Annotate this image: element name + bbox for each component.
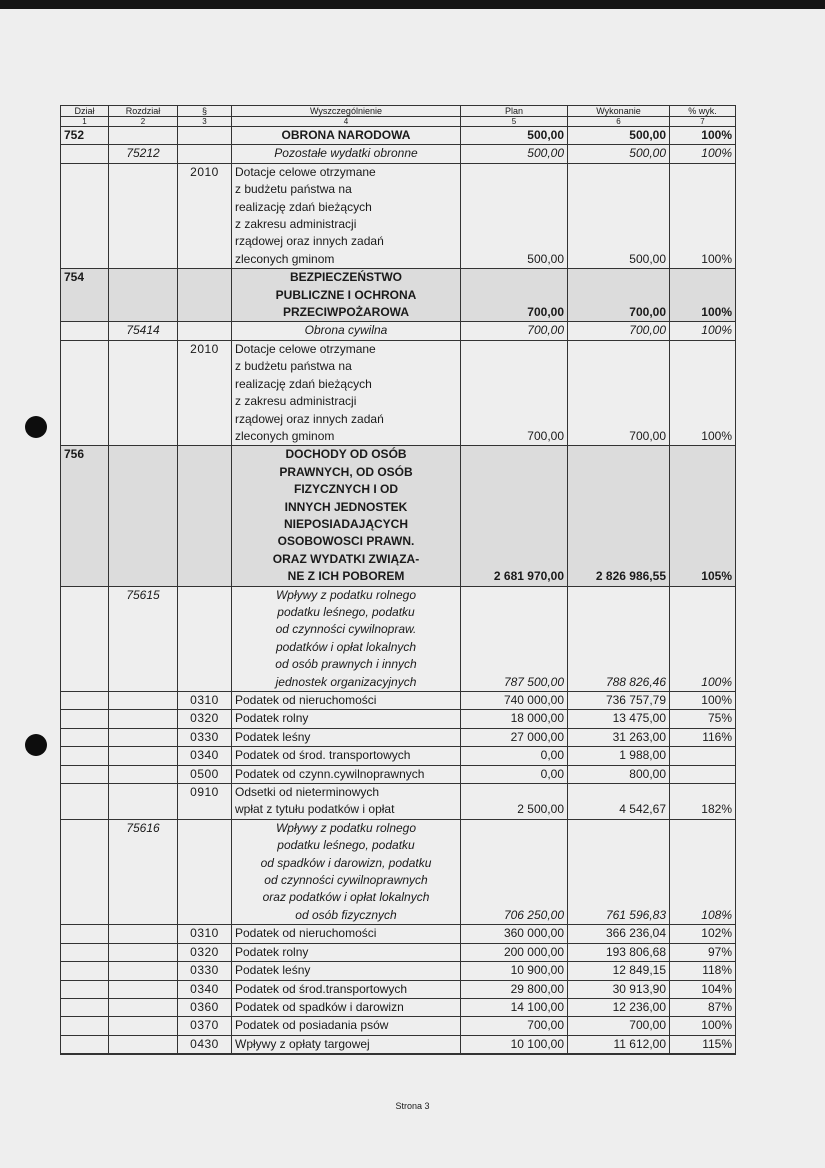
cell-paragraf (178, 819, 232, 924)
cell-wykonanie: 193 806,68 (568, 943, 670, 961)
cell-wykonanie: 31 263,00 (568, 728, 670, 746)
cell-dzial (61, 322, 109, 340)
punch-hole-lower (25, 734, 47, 756)
cell-opis: Wpływy z opłaty targowej (232, 1035, 461, 1053)
cell-plan: 14 100,00 (461, 998, 568, 1016)
cell-rozdzial (109, 692, 178, 710)
cell-opis: Podatek od środ.transportowych (232, 980, 461, 998)
cell-opis: Podatek od środ. transportowych (232, 747, 461, 765)
cell-rozdzial (109, 784, 178, 820)
cell-procent: 108% (670, 819, 736, 924)
table-row-empty (61, 1054, 736, 1055)
cell-procent (670, 747, 736, 765)
cell-wykonanie: 4 542,67 (568, 784, 670, 820)
cell-rozdzial: 75414 (109, 322, 178, 340)
cell-wykonanie: 500,00 (568, 145, 670, 163)
cell-procent: 87% (670, 998, 736, 1016)
cell-opis: Podatek od spadków i darowizn (232, 998, 461, 1016)
cell-procent: 100% (670, 340, 736, 445)
cell-dzial (61, 980, 109, 998)
cell-rozdzial (109, 747, 178, 765)
cell-plan: 27 000,00 (461, 728, 568, 746)
cell-dzial (61, 1035, 109, 1053)
table-row-paragraf (61, 1017, 736, 1035)
cell-procent: 100% (670, 692, 736, 710)
cell-paragraf (178, 1054, 232, 1055)
cell-rozdzial: 75615 (109, 586, 178, 691)
col-number: 7 (670, 117, 736, 127)
header-paragraf: § (178, 106, 232, 117)
cell-wykonanie: 11 612,00 (568, 1035, 670, 1053)
table-row-paragraf (61, 980, 736, 998)
col-number: 1 (61, 117, 109, 127)
cell-paragraf: 2010 (178, 163, 232, 268)
cell-plan (461, 1054, 568, 1055)
cell-plan: 10 900,00 (461, 962, 568, 980)
cell-paragraf: 0370 (178, 1017, 232, 1035)
cell-rozdzial (109, 998, 178, 1016)
column-number-row (61, 117, 736, 127)
table-row-rozdzial (61, 586, 736, 691)
cell-procent: 100% (670, 127, 736, 145)
cell-dzial: 756 (61, 446, 109, 586)
cell-wykonanie: 1 988,00 (568, 747, 670, 765)
cell-rozdzial (109, 1035, 178, 1053)
cell-dzial (61, 943, 109, 961)
header-rozdzial: Rozdział (109, 106, 178, 117)
cell-paragraf (178, 127, 232, 145)
cell-wykonanie: 700,00 (568, 269, 670, 322)
cell-paragraf: 0320 (178, 943, 232, 961)
budget-execution-table (60, 105, 736, 1055)
cell-procent: 100% (670, 269, 736, 322)
table-row-paragraf (61, 747, 736, 765)
cell-procent: 100% (670, 163, 736, 268)
cell-opis: DOCHODY OD OSÓB PRAWNYCH, OD OSÓB FIZYCZNYCH I OD INNYCH JEDNOSTEK NIEPOSIADAJĄCYCH OSOBOWOSCI PRAWN. ORAZ WYDATKI ZWIĄZA- NE Z ICH POBOREM (232, 446, 461, 586)
cell-dzial (61, 692, 109, 710)
cell-plan: 2 500,00 (461, 784, 568, 820)
cell-wykonanie: 13 475,00 (568, 710, 670, 728)
col-number: 3 (178, 117, 232, 127)
header-wyszczegolnienie: Wyszczególnienie (232, 106, 461, 117)
cell-plan: 700,00 (461, 1017, 568, 1035)
cell-opis: Podatek od posiadania psów (232, 1017, 461, 1035)
col-number: 6 (568, 117, 670, 127)
cell-opis: Pozostałe wydatki obronne (232, 145, 461, 163)
cell-plan: 200 000,00 (461, 943, 568, 961)
cell-wykonanie: 700,00 (568, 322, 670, 340)
cell-dzial (61, 784, 109, 820)
cell-opis: Wpływy z podatku rolnego podatku leśnego, podatku od czynności cywilnopraw. podatków i opłat lokalnych od osób prawnych i innych jednostek organizacyjnych (232, 586, 461, 691)
cell-wykonanie: 500,00 (568, 127, 670, 145)
cell-plan: 18 000,00 (461, 710, 568, 728)
cell-rozdzial (109, 1054, 178, 1055)
table-row-paragraf (61, 1035, 736, 1053)
cell-opis: Dotacje celowe otrzymane z budżetu państwa na realizację zdań bieżących z zakresu administracji rządowej oraz innych zadań zleconych gminom (232, 163, 461, 268)
col-number: 5 (461, 117, 568, 127)
table-row-paragraf (61, 163, 736, 268)
cell-opis: Podatek rolny (232, 943, 461, 961)
cell-procent: 100% (670, 322, 736, 340)
cell-dzial (61, 747, 109, 765)
table-row-paragraf (61, 765, 736, 783)
punch-hole-upper (25, 416, 47, 438)
cell-dzial (61, 1017, 109, 1035)
cell-plan: 706 250,00 (461, 819, 568, 924)
cell-procent: 100% (670, 586, 736, 691)
cell-procent: 97% (670, 943, 736, 961)
cell-rozdzial (109, 1017, 178, 1035)
cell-paragraf: 0310 (178, 925, 232, 943)
cell-procent: 118% (670, 962, 736, 980)
col-number: 2 (109, 117, 178, 127)
cell-plan: 700,00 (461, 269, 568, 322)
cell-wykonanie: 366 236,04 (568, 925, 670, 943)
cell-procent (670, 765, 736, 783)
page-number: Strona 3 (395, 1101, 430, 1111)
cell-dzial (61, 728, 109, 746)
cell-procent: 104% (670, 980, 736, 998)
cell-opis: Podatek od nieruchomości (232, 925, 461, 943)
cell-rozdzial (109, 163, 178, 268)
cell-paragraf (178, 586, 232, 691)
cell-dzial (61, 962, 109, 980)
cell-procent: 75% (670, 710, 736, 728)
cell-dzial (61, 819, 109, 924)
cell-wykonanie (568, 1054, 670, 1055)
cell-procent: 115% (670, 1035, 736, 1053)
table-row-paragraf (61, 340, 736, 445)
cell-wykonanie: 736 757,79 (568, 692, 670, 710)
cell-dzial (61, 710, 109, 728)
cell-rozdzial (109, 943, 178, 961)
header-dzial: Dział (61, 106, 109, 117)
cell-rozdzial (109, 710, 178, 728)
cell-dzial (61, 925, 109, 943)
cell-paragraf: 0340 (178, 747, 232, 765)
cell-rozdzial (109, 728, 178, 746)
cell-dzial (61, 1054, 109, 1055)
cell-plan: 0,00 (461, 765, 568, 783)
cell-plan: 740 000,00 (461, 692, 568, 710)
cell-procent: 116% (670, 728, 736, 746)
cell-wykonanie: 788 826,46 (568, 586, 670, 691)
table-header-row (61, 106, 736, 117)
cell-wykonanie: 2 826 986,55 (568, 446, 670, 586)
cell-opis: Podatek leśny (232, 962, 461, 980)
cell-opis: Wpływy z podatku rolnego podatku leśnego, podatku od spadków i darowizn, podatku od czynności cywilnoprawnych oraz podatków i opłat lokalnych od osób fizycznych (232, 819, 461, 924)
cell-opis: Odsetki od nieterminowych wpłat z tytułu podatków i opłat (232, 784, 461, 820)
cell-rozdzial: 75212 (109, 145, 178, 163)
cell-opis: Podatek leśny (232, 728, 461, 746)
cell-opis: Dotacje celowe otrzymane z budżetu państwa na realizację zdań bieżących z zakresu administracji rządowej oraz innych zadań zleconych gminom (232, 340, 461, 445)
cell-wykonanie: 700,00 (568, 1017, 670, 1035)
cell-rozdzial (109, 269, 178, 322)
cell-rozdzial: 75616 (109, 819, 178, 924)
cell-rozdzial (109, 925, 178, 943)
cell-opis: OBRONA NARODOWA (232, 127, 461, 145)
cell-opis: BEZPIECZEŃSTWO PUBLICZNE I OCHRONA PRZECIWPOŻAROWA (232, 269, 461, 322)
cell-plan: 700,00 (461, 340, 568, 445)
cell-dzial (61, 163, 109, 268)
table-row-paragraf (61, 784, 736, 820)
cell-paragraf (178, 269, 232, 322)
cell-wykonanie: 30 913,90 (568, 980, 670, 998)
cell-plan: 0,00 (461, 747, 568, 765)
cell-procent: 182% (670, 784, 736, 820)
cell-plan: 700,00 (461, 322, 568, 340)
table-row-rozdzial (61, 819, 736, 924)
header-wykonanie: Wykonanie (568, 106, 670, 117)
cell-plan: 500,00 (461, 163, 568, 268)
cell-rozdzial (109, 127, 178, 145)
cell-dzial (61, 765, 109, 783)
cell-procent: 100% (670, 145, 736, 163)
cell-plan: 10 100,00 (461, 1035, 568, 1053)
table-row-paragraf (61, 710, 736, 728)
cell-paragraf: 0340 (178, 980, 232, 998)
cell-opis: Podatek od nieruchomości (232, 692, 461, 710)
table-row-paragraf (61, 692, 736, 710)
table-row-rozdzial (61, 322, 736, 340)
cell-plan: 787 500,00 (461, 586, 568, 691)
cell-paragraf: 0310 (178, 692, 232, 710)
cell-wykonanie: 761 596,83 (568, 819, 670, 924)
cell-wykonanie: 800,00 (568, 765, 670, 783)
cell-rozdzial (109, 446, 178, 586)
cell-procent: 105% (670, 446, 736, 586)
cell-plan: 500,00 (461, 127, 568, 145)
cell-paragraf (178, 446, 232, 586)
cell-opis: Podatek od czynn.cywilnoprawnych (232, 765, 461, 783)
table-row-dzial (61, 269, 736, 322)
header-procent: % wyk. (670, 106, 736, 117)
cell-dzial: 754 (61, 269, 109, 322)
cell-plan: 500,00 (461, 145, 568, 163)
table-row-dzial (61, 127, 736, 145)
cell-rozdzial (109, 962, 178, 980)
cell-paragraf: 0330 (178, 962, 232, 980)
cell-opis: Obrona cywilna (232, 322, 461, 340)
cell-opis (232, 1054, 461, 1055)
cell-dzial (61, 145, 109, 163)
cell-opis: Podatek rolny (232, 710, 461, 728)
cell-paragraf: 0430 (178, 1035, 232, 1053)
cell-plan: 2 681 970,00 (461, 446, 568, 586)
cell-paragraf: 0320 (178, 710, 232, 728)
cell-paragraf (178, 322, 232, 340)
cell-procent: 102% (670, 925, 736, 943)
cell-wykonanie: 12 236,00 (568, 998, 670, 1016)
cell-procent (670, 1054, 736, 1055)
table-row-paragraf (61, 943, 736, 961)
header-plan: Plan (461, 106, 568, 117)
table-row-paragraf (61, 998, 736, 1016)
cell-dzial (61, 340, 109, 445)
cell-rozdzial (109, 765, 178, 783)
cell-rozdzial (109, 340, 178, 445)
cell-plan: 29 800,00 (461, 980, 568, 998)
cell-dzial (61, 998, 109, 1016)
cell-plan: 360 000,00 (461, 925, 568, 943)
cell-dzial (61, 586, 109, 691)
cell-paragraf: 0360 (178, 998, 232, 1016)
table-row-paragraf (61, 962, 736, 980)
cell-paragraf: 0500 (178, 765, 232, 783)
cell-wykonanie: 12 849,15 (568, 962, 670, 980)
table-row-dzial (61, 446, 736, 586)
table-row-paragraf (61, 925, 736, 943)
table-row-paragraf (61, 728, 736, 746)
table-row-rozdzial (61, 145, 736, 163)
cell-paragraf: 2010 (178, 340, 232, 445)
cell-paragraf: 0330 (178, 728, 232, 746)
cell-paragraf (178, 145, 232, 163)
cell-dzial: 752 (61, 127, 109, 145)
cell-paragraf: 0910 (178, 784, 232, 820)
cell-rozdzial (109, 980, 178, 998)
scan-top-edge (0, 0, 825, 9)
cell-procent: 100% (670, 1017, 736, 1035)
cell-wykonanie: 500,00 (568, 163, 670, 268)
cell-wykonanie: 700,00 (568, 340, 670, 445)
col-number: 4 (232, 117, 461, 127)
